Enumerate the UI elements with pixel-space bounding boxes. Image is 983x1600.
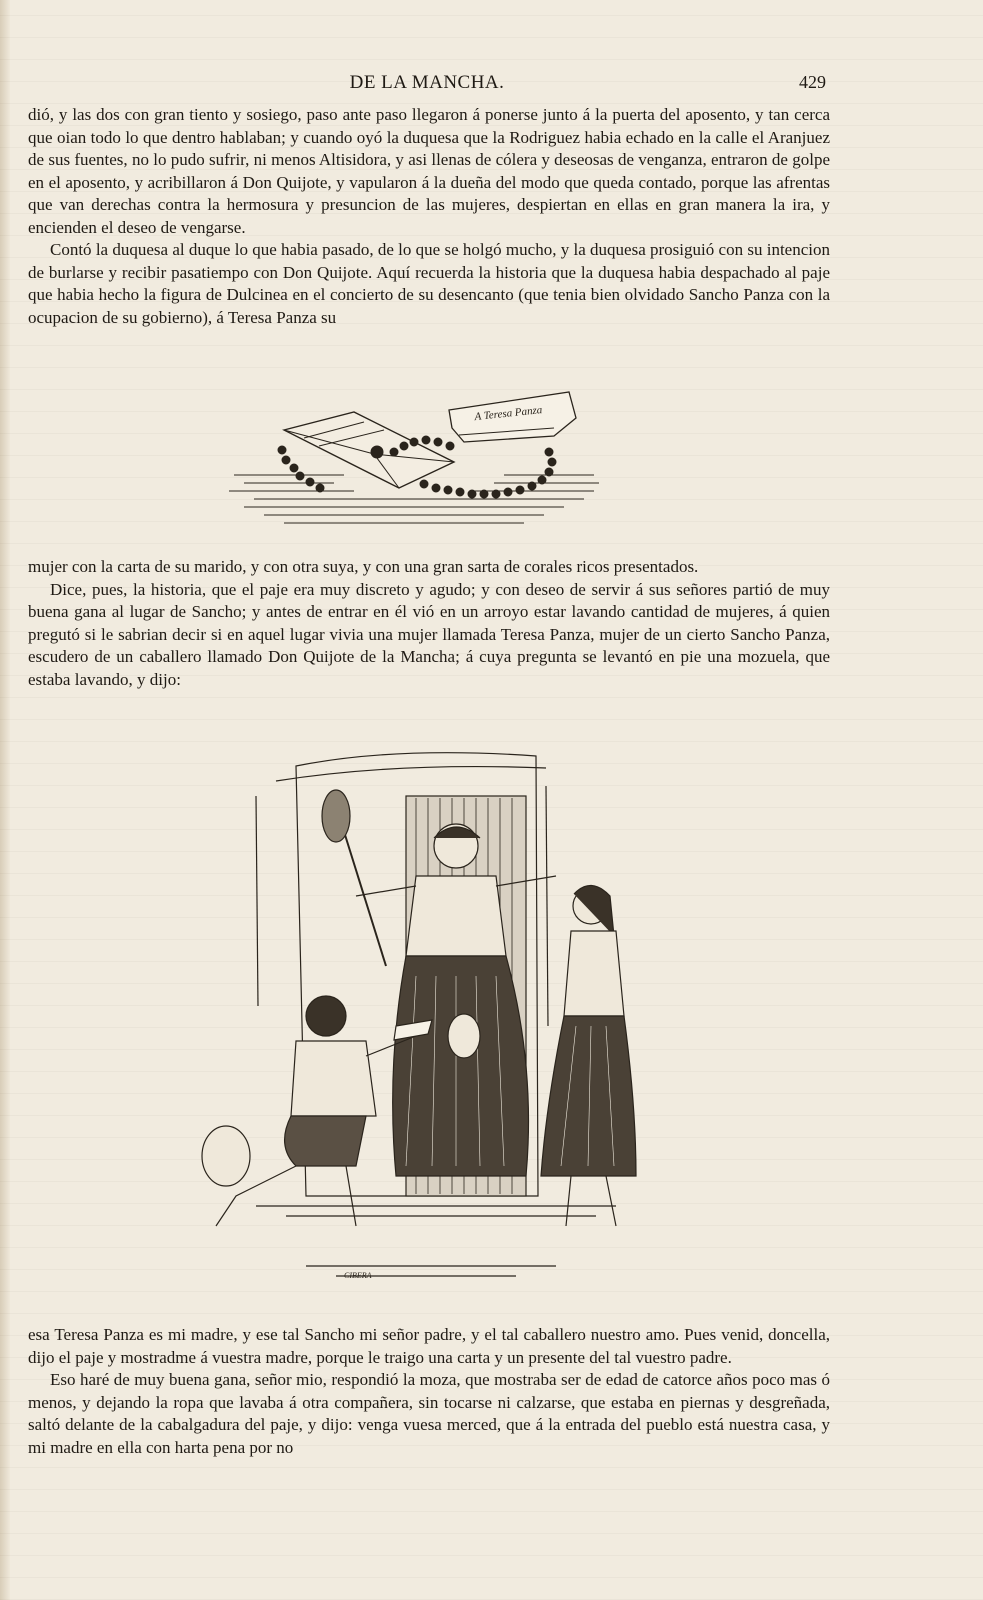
paragraph: Eso haré de muy buena gana, señor mio, respondió la moza, que mostraba ser de edad de catorce años poco mas ó menos, y dejando la ropa que lavaba á otra compañera, sin tocarse ni calzarse, que estaba en piernas y desgreñada, saltó delante de la cabalgadura del paje, y dijo: venga vuesa merced, que á la entrada del pueblo está nuestra casa, y mi madre en ella con harta pena por no — [28, 1370, 830, 1457]
artist-signature: CIBERA — [344, 1271, 372, 1280]
illustration-letter-and-corals — [224, 380, 604, 532]
paragraph: esa Teresa Panza es mi madre, y ese tal Sancho mi señor padre, y el tal caballero nuestro amo. Pues venid, doncella, dijo el paje y mostradme á vuestra madre, porque le traigo una carta y un presente del tal vuestro padre. — [28, 1325, 830, 1367]
letter-inscription: A Teresa Panza — [473, 404, 543, 424]
paragraph: mujer con la carta de su marido, y con otra suya, y con una gran sarta de corales ricos presentados. — [28, 557, 699, 576]
doorway-scene-engraving — [196, 726, 656, 1316]
page-edge — [0, 0, 10, 1600]
paragraph: Dice, pues, la historia, que el paje era muy discreto y agudo; y con deseo de servir á sus señores partió de muy buena gana al lugar de Sancho; y antes de entrar en él vió en un arroyo estar lavando cantidad de mujeres, á quien pregutó si le sabrian decir si en aquel lugar vivia una mujer llamada Teresa Panza, mujer de un cierto Sancho Panza, escudero de un caballero llamado Don Quijote de la Mancha; á cuya pregunta se levantó en pie una mozuela, que estaba lavando, y dijo: — [28, 579, 830, 689]
envelope — [284, 412, 454, 488]
paragraph: Contó la duquesa al duque lo que habia pasado, de lo que se holgó mucho, y la duquesa prosiguió con su intencion de burlarse y recibir pasatiempo con Don Quijote. Aquí recuerda la historia que la duquesa habia despachado al paje que habia hecho la figura de Dulcinea en el concierto de su desencanto (que tenia bien olvidado Sancho Panza con la ocupacion de su gobierno), á Teresa Panza su — [28, 240, 830, 327]
page-number: 429 — [799, 72, 826, 92]
text-block-middle — [28, 556, 830, 691]
page-header — [28, 72, 826, 100]
paragraph: dió, y las dos con gran tiento y sosiego, paso ante paso llegaron á ponerse junto á la puerta del aposento, y tan cerca que oian todo lo que dentro hablaban; y cuando oyó la duquesa que la Rodriguez habia echado en la calle el Aranjuez de sus fuentes, no lo pudo sufrir, ni menos Altisidora, y asi llenas de cólera y deseosas de venganza, entraron de golpe en el aposento, y acribillaron á Don Quijote, y vapularon á la dueña del modo que queda contado, porque las afrentas que van derechas contra la hermosura y presuncion de las mujeres, despiertan en ellas en gran manera la ira, y encienden el deseo de vengarse. — [28, 105, 830, 237]
illustration-doorway-scene — [196, 726, 656, 1316]
text-block-top — [28, 104, 830, 329]
sanchica-figure — [541, 885, 636, 1226]
letter-corals-engraving — [224, 380, 604, 532]
running-title: DE LA MANCHA. — [349, 72, 505, 93]
text-block-bottom — [28, 1324, 830, 1459]
